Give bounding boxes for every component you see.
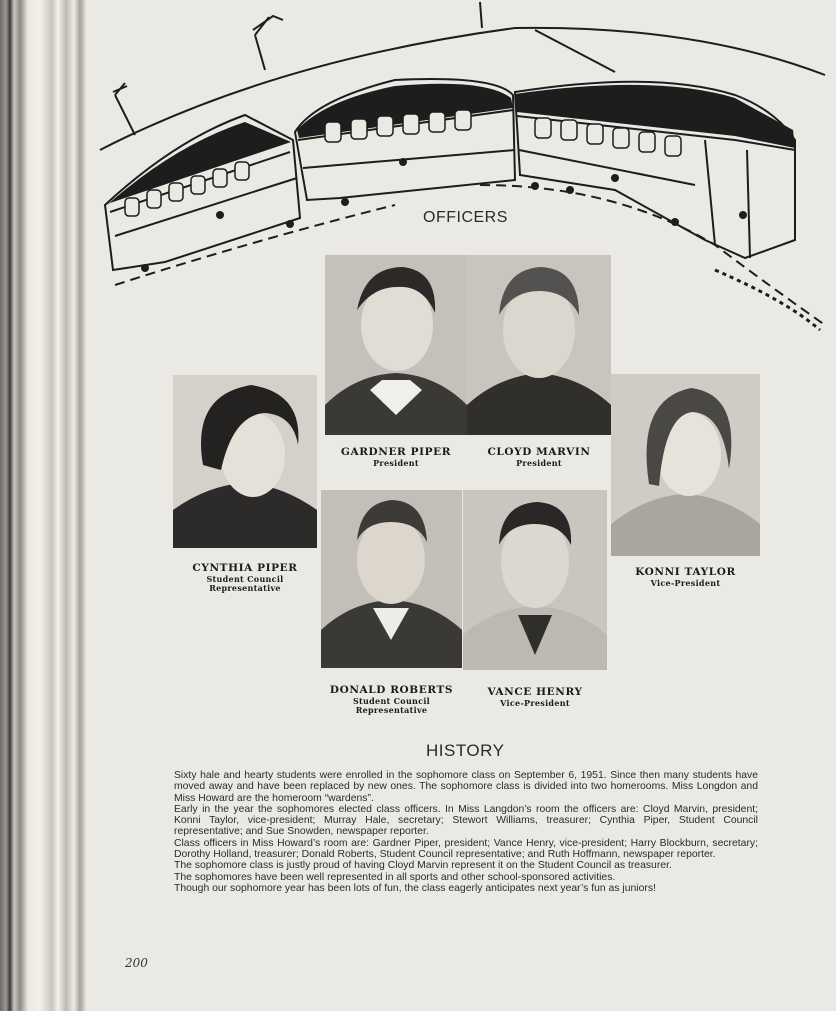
- officer-role: Representative: [355, 705, 428, 715]
- officers-heading: OFFICERS: [423, 209, 508, 226]
- officer-name: GARDNER PIPER: [340, 446, 452, 458]
- officer-name: KONNI TAYLOR: [635, 566, 736, 578]
- officer-role: Student Council: [352, 696, 431, 706]
- history-paragraph: Class officers in Miss Howard’s room are: Gardner Piper, president; Vance Henry, vice-president; Harry Blockburn, secretary; Dorothy Holland, treasurer; Donald Roberts, Student Council representative; and Ruth Hoffmann, newspaper reporter.: [174, 837, 758, 861]
- officer-name: VANCE HENRY: [487, 686, 583, 698]
- portrait-gardner-piper: [325, 255, 467, 435]
- officer-role: Vice-President: [650, 578, 721, 588]
- caption-donald-roberts: [321, 684, 462, 715]
- officer-role: Vice-President: [500, 698, 570, 708]
- portrait-vance-henry: [463, 490, 607, 670]
- officer-name: DONALD ROBERTS: [329, 684, 454, 696]
- portrait-cynthia-piper: [173, 375, 317, 548]
- history-heading: HISTORY: [426, 741, 505, 760]
- history-paragraph: Sixty hale and hearty students were enrolled in the sophomore class on September 6, 1951. Since then many students have moved away and have been replaced by new ones. The sophomore class is divided into two homerooms. Miss Longdon and Miss Howard are the homeroom “wardens”.: [174, 770, 758, 804]
- history-paragraph: The sophomores have been well represented in all sports and other school-sponsored activities.: [174, 871, 616, 883]
- history-paragraph: Though our sophomore year has been lots of fun, the class eagerly anticipates next year’s fun as juniors!: [174, 882, 656, 894]
- portrait-cloyd-marvin: [467, 255, 611, 435]
- officer-role: Student Council: [206, 574, 284, 584]
- officer-name: CYNTHIA PIPER: [192, 562, 298, 574]
- history-paragraph: Early in the year the sophomores elected class officers. In Miss Langdon’s room the officers are: Cloyd Marvin, president; Konni Taylor, vice-president; Murray Hale, secretary; Stewort Williams, treasurer; Cynthia Piper, Student Council representative; and Sue Snowden, newspaper reporter.: [174, 803, 758, 838]
- officer-role: President: [516, 458, 562, 468]
- officer-name: CLOYD MARVIN: [487, 446, 591, 458]
- page-number: 200: [125, 956, 148, 970]
- caption-gardner-piper: [325, 446, 467, 468]
- caption-cynthia-piper: [173, 562, 317, 593]
- officer-role: President: [373, 458, 419, 468]
- book-spine: [0, 0, 86, 1011]
- history-paragraph: The sophomore class is justly proud of having Cloyd Marvin represent it on the Student Council as treasurer.: [174, 860, 672, 872]
- history-text: [174, 770, 758, 894]
- portrait-donald-roberts: [321, 490, 462, 668]
- caption-cloyd-marvin: [467, 446, 611, 468]
- officer-role: Representative: [209, 583, 281, 593]
- caption-konni-taylor: [611, 566, 760, 588]
- portrait-konni-taylor: [611, 374, 760, 556]
- caption-vance-henry: [463, 686, 607, 708]
